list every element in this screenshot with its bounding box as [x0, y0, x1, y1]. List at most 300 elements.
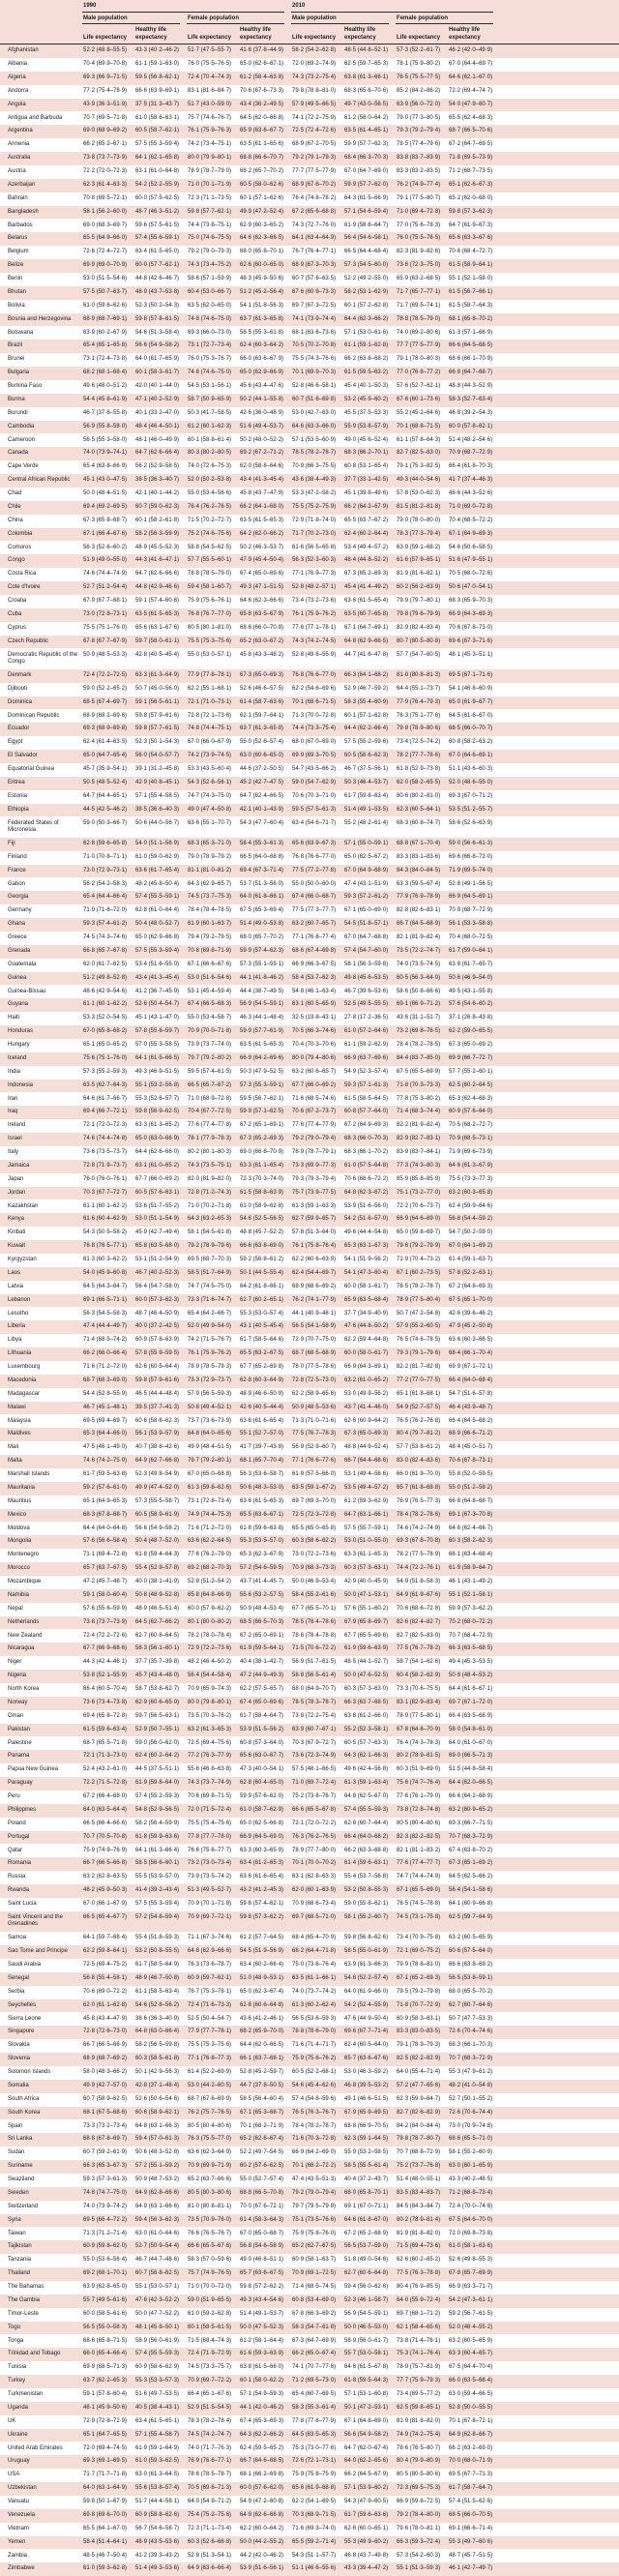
value-cell: 61·0 (59·2–62·8)	[186, 2308, 238, 2322]
value-cell: 50·1 (44·5–55·4)	[238, 1267, 290, 1281]
value-cell: 71·0 (70·2–71·8)	[186, 1199, 238, 1213]
table-row	[0, 648, 619, 668]
value-cell: 43·3 (40·2–46·5)	[447, 2174, 499, 2187]
country-name: Gabon	[0, 877, 81, 891]
value-cell: 63·6 (61·5–65·4)	[342, 595, 395, 608]
value-cell: 52·3 (50·2–54·3)	[133, 300, 186, 313]
value-cell: 61·4 (59·1–63·7)	[447, 1254, 499, 1267]
value-cell: 51·6 (49·7–53·5)	[133, 2388, 186, 2402]
value-cell: 75·1 (73·2–77·0)	[395, 1187, 447, 1200]
table-row	[0, 474, 619, 488]
value-cell: 43·4 (36·2–49·5)	[238, 99, 290, 112]
value-cell: 45·6 (43·4–47·6)	[238, 380, 290, 394]
value-cell: 61·7 (59·6–63·6)	[342, 2509, 395, 2523]
country-name: China	[0, 515, 81, 528]
country-name: United Arab Emirates	[0, 2442, 81, 2455]
value-cell: 50·8 (49·4–52·1)	[186, 1402, 238, 1415]
table-row	[0, 1972, 619, 1986]
value-cell: 65·7 (63·6–67·5)	[238, 2267, 290, 2281]
value-cell: 50·3 (41·7–58·5)	[186, 407, 238, 421]
value-cell: 79·8 (78·8–81·0)	[290, 85, 342, 99]
filler-cell	[499, 1683, 619, 1697]
country-name: Guatemala	[0, 959, 81, 972]
value-cell: 44·7 (41·6–47·8)	[342, 648, 395, 668]
table-row	[0, 273, 619, 286]
value-cell: 52·7 (51·2–54·4)	[81, 581, 133, 595]
value-cell: 68·9 (68·7–69·2)	[81, 2053, 133, 2066]
value-cell: 77·1 (76·8–77·3)	[186, 2053, 238, 2066]
value-cell: 60·1 (58·0–62·2)	[238, 2375, 290, 2388]
country-name: Rwanda	[0, 1884, 81, 1898]
value-cell: 58·3 (55·4–60·9)	[342, 696, 395, 710]
filler-cell	[499, 179, 619, 192]
value-cell: 45·1 (43·1–47·0)	[133, 1012, 186, 1025]
value-cell: 61·0 (58·1–63·6)	[447, 2240, 499, 2254]
value-cell: 43·6 (38·4–49·3)	[290, 474, 342, 488]
value-cell: 60·0 (58·5–61·6)	[81, 2308, 133, 2322]
value-cell: 54·1 (46·8–60·9)	[447, 683, 499, 696]
table-row	[0, 877, 619, 891]
value-cell: 71·0 (70·0–72·0)	[186, 2281, 238, 2295]
value-cell: 57·4 (54·7–60·0)	[342, 945, 395, 959]
value-cell: 47·4 (43·5–51·3)	[290, 2174, 342, 2187]
filler-cell	[499, 1388, 619, 1402]
value-cell: 64·8 (63·0–66·4)	[133, 2026, 186, 2039]
value-cell: 64·8 (62·5–67·0)	[342, 1791, 395, 1804]
value-cell: 67·0 (64·7–68·8)	[342, 932, 395, 945]
value-cell: 48·9 (43·5–53·6)	[133, 2536, 186, 2550]
value-cell: 77·9 (76·4–79·3)	[395, 696, 447, 710]
value-cell: 70·6 (68·6–72·8)	[395, 1603, 447, 1616]
value-cell: 69·4 (65·8–72·8)	[81, 1710, 133, 1724]
country-name: Costa Rica	[0, 568, 81, 581]
value-cell: 70·9 (68·3–73·3)	[290, 1562, 342, 1576]
value-cell: 49·3 (47·1–51·5)	[238, 581, 290, 595]
value-cell: 69·7 (69·3–70·0)	[290, 1495, 342, 1509]
value-cell: 65·5 (63·7–67·2)	[342, 515, 395, 528]
filler-cell	[499, 1750, 619, 1763]
country-name: Cambodia	[0, 421, 81, 434]
value-cell: 78·1 (75·9–80·2)	[395, 58, 447, 72]
value-cell: 57·8 (52·2–63·1)	[447, 1267, 499, 1281]
value-cell: 64·3 (62·2–66·2)	[238, 2429, 290, 2443]
value-cell: 74·9 (74·4–75·3)	[186, 1509, 238, 1523]
value-cell: 52·6 (49·8–55·3)	[447, 2254, 499, 2267]
filler-cell	[499, 1039, 619, 1052]
value-cell: 69·6 (66·8–72·0)	[447, 851, 499, 865]
year-1990-header: 1990	[81, 0, 290, 13]
value-cell: 46·7 (37·5–56·1)	[342, 763, 395, 777]
value-cell: 65·4 (65·1–65·8)	[81, 340, 133, 353]
value-cell: 80·5 (80·5–80·6)	[395, 2469, 447, 2482]
country-column-header	[0, 0, 81, 13]
value-cell: 60·9 (57·8–63·9)	[133, 1334, 186, 1347]
country-name: Ghana	[0, 918, 81, 932]
value-cell: 76·1 (75·9–76·2)	[186, 1347, 238, 1361]
value-cell: 67·5 (64·4–70·4)	[447, 2361, 499, 2375]
value-cell: 56·2 (52·9–58·5)	[133, 460, 186, 474]
value-cell: 59·4 (56·0–62·6)	[342, 2281, 395, 2295]
value-cell: 77·6 (77·1–78·1)	[290, 622, 342, 636]
value-cell: 73·8 (73·7–73·9)	[81, 152, 133, 165]
value-cell: 43·3 (40·2–46·2)	[133, 44, 186, 58]
value-cell: 55·1 (52·1–58·1)	[447, 1589, 499, 1603]
filler-cell	[499, 515, 619, 528]
country-name: Belgium	[0, 246, 81, 259]
filler-cell	[499, 2107, 619, 2120]
filler-cell	[499, 58, 619, 72]
value-cell: 67·7 (66·0–69·2)	[290, 1080, 342, 1093]
value-cell: 74·1 (72·2–75·9)	[290, 111, 342, 125]
value-cell: 71·8 (70·3–73·3)	[395, 1080, 447, 1093]
value-cell: 64·4 (62·0–66·5)	[238, 2039, 290, 2053]
value-cell: 50·7 (47·2–54·8)	[395, 1307, 447, 1320]
value-cell: 67·7 (65·5–69·6)	[342, 1629, 395, 1643]
filler-cell	[499, 165, 619, 179]
value-cell: 63·0 (60·1–65·9)	[447, 2160, 499, 2174]
country-name: Singapore	[0, 2026, 81, 2039]
value-cell: 66·8 (64·8–68·7)	[447, 1495, 499, 1509]
value-cell: 52·8 (50·0–55·5)	[447, 2402, 499, 2415]
value-cell: 58·2 (56·4–59·9)	[133, 1818, 186, 1831]
value-cell: 41·6 (37·8–44·9)	[238, 44, 290, 58]
table-row	[0, 1932, 619, 1945]
country-name: Turkey	[0, 2375, 81, 2388]
country-name: Comoros	[0, 541, 81, 554]
value-cell: 50·9 (48·7–53·2)	[133, 2174, 186, 2187]
value-cell: 65·1 (61·8–68·1)	[395, 1388, 447, 1402]
value-cell: 73·2 (69·8–76·5)	[395, 1025, 447, 1039]
filler-cell	[499, 447, 619, 460]
value-cell: 80·2 (80·1–80·3)	[186, 1146, 238, 1160]
table-row	[0, 932, 619, 945]
value-cell: 55·0 (53·6–56·4)	[81, 2254, 133, 2267]
table-header	[0, 0, 619, 44]
filler-cell	[499, 433, 619, 447]
value-cell: 62·5 (59·7–64·9)	[447, 1911, 499, 1932]
value-cell: 56·2 (54·2–58·3)	[81, 877, 133, 891]
value-cell: 55·3 (49·9–60·2)	[342, 2536, 395, 2550]
value-cell: 51·1 (43·6–60·3)	[447, 763, 499, 777]
value-cell: 49·9 (47·4–52·0)	[133, 1482, 186, 1495]
value-cell: 56·6 (54·9–58·2)	[133, 1522, 186, 1535]
country-name: Japan	[0, 1173, 81, 1187]
filler-cell	[499, 1999, 619, 2013]
table-row	[0, 125, 619, 138]
filler-cell	[499, 750, 619, 763]
table-row	[0, 1589, 619, 1603]
value-cell: 64·4 (64·0–64·8)	[81, 1522, 133, 1535]
value-cell: 74·4 (73·3–75·4)	[290, 723, 342, 736]
value-cell: 61·5 (56·7–66·1)	[447, 286, 499, 300]
value-cell: 58·2 (56·3–59·9)	[133, 528, 186, 542]
filler-cell	[499, 1911, 619, 1932]
value-cell: 72·5 (69·4–75·2)	[81, 1959, 133, 1972]
table-row	[0, 367, 619, 380]
table-row	[0, 2240, 619, 2254]
value-cell: 66·4 (60·5–70·4)	[81, 1683, 133, 1697]
value-cell: 69·5 (67·1–71·6)	[447, 669, 499, 683]
value-cell: 70·7 (68·3–72·9)	[447, 1831, 499, 1845]
table-row	[0, 286, 619, 300]
table-row	[0, 2388, 619, 2402]
value-cell: 65·7 (61·8–68·8)	[395, 1482, 447, 1495]
value-cell: 63·6 (61·5–65·3)	[238, 1495, 290, 1509]
value-cell: 64·0 (61·9–66·0)	[342, 1986, 395, 1999]
value-cell: 53·9 (51·5–56·2)	[238, 1724, 290, 1737]
country-name: Switzerland	[0, 2201, 81, 2214]
value-cell: 60·7 (59·0–62·3)	[133, 501, 186, 515]
value-cell: 61·8 (59·6–63·8)	[238, 1522, 290, 1535]
value-cell: 74·5 (74·3–74·6)	[81, 932, 133, 945]
value-cell: 67·9 (65·8–69·7)	[342, 1616, 395, 1630]
table-row	[0, 2482, 619, 2496]
table-row	[0, 407, 619, 421]
value-cell: 58·7 (50·9–65·9)	[186, 394, 238, 407]
value-cell: 61·6 (57·9–65·1)	[395, 554, 447, 568]
country-name: Finland	[0, 851, 81, 865]
value-cell: 64·9 (62·8–66·6)	[133, 2187, 186, 2201]
value-cell: 55·3 (53·5–57·0)	[238, 1535, 290, 1549]
value-cell: 82·1 (81·9–82·4)	[395, 932, 447, 945]
value-cell: 58·1 (56·3–59·8)	[342, 959, 395, 972]
value-cell: 52·2 (49·2–55·0)	[342, 273, 395, 286]
value-cell: 48·5 (44·1–52·7)	[342, 1656, 395, 1670]
country-name: Argentina	[0, 125, 81, 138]
value-cell: 70·5 (69·6–71·3)	[186, 2482, 238, 2496]
value-cell: 82·1 (81·1–83·2)	[395, 1844, 447, 1857]
table-row	[0, 2267, 619, 2281]
value-cell: 74·7 (74·5–75·0)	[186, 1281, 238, 1294]
value-cell: 59·6 (57·5–61·5)	[133, 219, 186, 232]
country-name: Djibouti	[0, 683, 81, 696]
value-cell: 54·9 (47·2–60·8)	[238, 2496, 290, 2509]
country-name: Greece	[0, 932, 81, 945]
value-cell: 55·3 (53·0–57·4)	[238, 1307, 290, 1320]
value-cell: 70·9 (68·6–73·4)	[290, 1898, 342, 1911]
value-cell: 79·2 (79·0–79·3)	[186, 246, 238, 259]
value-cell: 59·0 (51·9–65·5)	[186, 2295, 238, 2308]
value-cell: 80·3 (80·2–80·5)	[186, 447, 238, 460]
table-row	[0, 581, 619, 595]
filler-cell	[499, 1375, 619, 1388]
value-cell: 73·3 (70·6–75·5)	[395, 1683, 447, 1697]
value-cell: 64·4 (62·2–66·4)	[342, 723, 395, 736]
value-cell: 48·9 (43·7–53·8)	[133, 286, 186, 300]
value-cell: 46·5 (44·4–48·4)	[133, 1388, 186, 1402]
country-name: Equatorial Guinea	[0, 763, 81, 777]
value-cell: 66·9 (64·5–69·1)	[447, 891, 499, 904]
value-cell: 62·2 (60·0–64·2)	[238, 2523, 290, 2536]
value-cell: 67·3 (65·1–69·2)	[447, 1857, 499, 1871]
value-cell: 83·0 (82·4–83·6)	[395, 1455, 447, 1468]
value-cell: 72·0 (69·2–74·9)	[290, 58, 342, 72]
value-cell: 49·6 (44·4–54·8)	[342, 1227, 395, 1240]
value-cell: 63·4 (61·5–65·1)	[133, 2415, 186, 2429]
value-cell: 79·3 (79·3–79·4)	[290, 1173, 342, 1187]
value-cell: 57·6 (54·6–60·2)	[447, 998, 499, 1012]
table-row	[0, 2133, 619, 2147]
filler-cell	[499, 985, 619, 998]
value-cell: 73·3 (73·2–73·4)	[81, 2119, 133, 2133]
value-cell: 63·2 (61·3–65·3)	[186, 1724, 238, 1737]
value-cell: 72·5 (69·4–75·6)	[186, 1736, 238, 1750]
value-cell: 67·3 (65·0–69·2)	[447, 1039, 499, 1052]
value-cell: 74·9 (74·2–75·4)	[395, 2429, 447, 2443]
value-cell: 44·8 (42·6–46·7)	[133, 273, 186, 286]
value-cell: 63·2 (60·5–65·9)	[447, 2334, 499, 2348]
table-row	[0, 460, 619, 474]
value-cell: 70·6 (69·8–71·5)	[186, 1791, 238, 1804]
value-cell: 52·8 (46·6–58·1)	[290, 380, 342, 394]
value-cell: 74·2 (73·9–74·5)	[186, 750, 238, 763]
value-cell: 57·4 (55·5–59·3)	[342, 1804, 395, 1818]
value-cell: 60·9 (58·3–63·1)	[395, 2012, 447, 2026]
value-cell: 52·0 (48·6–55·0)	[447, 777, 499, 790]
value-cell: 70·1 (70·0–70·2)	[290, 1857, 342, 1871]
value-cell: 75·9 (75·8–75·9)	[290, 2469, 342, 2482]
value-cell: 45·1 (43·0–47·5)	[81, 474, 133, 488]
filler-cell	[499, 1495, 619, 1509]
value-cell: 61·9 (59·5–64·1)	[238, 1643, 290, 1656]
value-cell: 76·5 (75·5–77·5)	[395, 72, 447, 85]
country-name: Sweden	[0, 2187, 81, 2201]
value-cell: 46·8 (43·7–49·8)	[342, 2549, 395, 2562]
country-name: Burma	[0, 394, 81, 407]
table-row	[0, 2536, 619, 2550]
value-cell: 78·2 (77·5–78·9)	[395, 1549, 447, 1562]
value-cell: 76·3 (73·6–78·7)	[186, 1959, 238, 1972]
table-row	[0, 1898, 619, 1911]
country-name: Mongolia	[0, 1535, 81, 1549]
table-row	[0, 1267, 619, 1281]
filler-cell	[499, 790, 619, 804]
value-cell: 55·3 (53·3–57·3)	[133, 2375, 186, 2388]
value-cell: 62·3 (61·4–63·3)	[81, 179, 133, 192]
value-cell: 67·3 (65·8–68·7)	[81, 515, 133, 528]
value-cell: 62·1 (58·4–65·6)	[395, 2322, 447, 2335]
value-cell: 68·5 (67·4–69·7)	[81, 696, 133, 710]
value-cell: 74·6 (74·4–74·9)	[81, 568, 133, 581]
value-cell: 74·4 (72·2–76·1)	[395, 1562, 447, 1576]
value-cell: 40·4 (38·1–42·7)	[238, 1656, 290, 1670]
value-cell: 46·8 (39·2–54·3)	[447, 407, 499, 421]
value-cell: 60·5 (58·6–62·3)	[342, 750, 395, 763]
filler-cell	[499, 232, 619, 246]
value-cell: 57·7 (55·5–60·1)	[186, 554, 238, 568]
value-cell: 50·0 (46·9–53·4)	[290, 1576, 342, 1589]
value-cell: 71·0 (69·7–72·4)	[290, 1777, 342, 1791]
value-cell: 64·3 (61·5–66·9)	[342, 192, 395, 206]
table-row	[0, 2455, 619, 2469]
value-cell: 83·5 (83·4–83·7)	[395, 2187, 447, 2201]
value-cell: 59·0 (52·2–65·2)	[81, 683, 133, 696]
value-cell: 58·6 (57·1–59·9)	[186, 273, 238, 286]
value-cell: 76·2 (74·1–77·9)	[290, 1294, 342, 1308]
value-cell: 79·8 (79·6–79·9)	[395, 608, 447, 622]
value-cell: 76·8 (76·6–77·0)	[290, 851, 342, 865]
value-cell: 59·0 (50·3–66·7)	[81, 816, 133, 837]
value-cell: 61·3 (59·1–63·4)	[342, 1777, 395, 1791]
table-row	[0, 1361, 619, 1375]
value-cell: 80·7 (80·5–80·8)	[395, 636, 447, 649]
country-name: Taiwan	[0, 2227, 81, 2240]
value-cell: 74·6 (74·2–75·0)	[81, 1455, 133, 1468]
value-cell: 47·5 (46·1–49·0)	[81, 1441, 133, 1455]
value-cell: 60·5 (58·0–62·6)	[238, 179, 290, 192]
country-name: Romania	[0, 1857, 81, 1871]
value-cell: 60·2 (56·2–63·9)	[395, 581, 447, 595]
value-cell: 64·1 (61·3–66·4)	[133, 1844, 186, 1857]
value-cell: 64·7 (62·6–66·4)	[133, 447, 186, 460]
value-cell: 60·0 (57·7–62·1)	[133, 259, 186, 273]
value-cell: 41·2 (39·3–43·2)	[133, 2549, 186, 2562]
value-cell: 60·1 (57·1–62·6)	[238, 192, 290, 206]
value-cell: 40·7 (38·8–42·6)	[133, 1441, 186, 1455]
value-cell: 73·0 (72·2–73·6)	[290, 1549, 342, 1562]
value-cell: 56·1 (53·3–58·8)	[447, 918, 499, 932]
value-cell: 83·9 (83·7–84·1)	[395, 1146, 447, 1160]
value-cell: 43·1 (40·5–45·4)	[238, 1320, 290, 1334]
value-cell: 85·9 (85·8–85·9)	[395, 1173, 447, 1187]
value-cell: 65·0 (61·9–67·7)	[447, 696, 499, 710]
value-cell: 83·8 (83·7–83·9)	[395, 152, 447, 165]
value-cell: 69·7 (67·1–72·0)	[447, 1697, 499, 1710]
filler-cell	[499, 2308, 619, 2322]
value-cell: 58·5 (55·3–61·8)	[238, 326, 290, 340]
filler-cell	[499, 1402, 619, 1415]
value-cell: 60·4 (58·2–62·9)	[395, 1670, 447, 1683]
value-cell: 52·8 (45·2–59·7)	[238, 2066, 290, 2080]
value-cell: 51·9 (49·0–55·0)	[81, 554, 133, 568]
value-cell: 79·0 (78·9–79·2)	[186, 851, 238, 865]
country-name: Libya	[0, 1334, 81, 1347]
value-cell: 53·2 (50·8–55·3)	[342, 1884, 395, 1898]
value-cell: 46·4 (43·9–48·7)	[447, 1402, 499, 1415]
value-cell: 69·9 (69·3–70·5)	[290, 750, 342, 763]
value-cell: 63·0 (61·3–64·5)	[133, 2469, 186, 2482]
value-cell: 70·0 (68·0–71·9)	[447, 2455, 499, 2469]
value-cell: 64·6 (62·1–67·0)	[447, 72, 499, 85]
table-row	[0, 2509, 619, 2523]
filler-cell	[499, 2361, 619, 2375]
value-cell: 60·8 (57·7–64·0)	[342, 1106, 395, 1119]
value-cell: 64·6 (61·7–66·7)	[81, 1092, 133, 1106]
table-row	[0, 2281, 619, 2295]
filler-cell	[499, 2281, 619, 2295]
country-name: Uruguay	[0, 2455, 81, 2469]
value-cell: 55·0 (51·2–58·2)	[447, 1482, 499, 1495]
value-cell: 75·3 (74·1–76·4)	[395, 2348, 447, 2361]
value-cell: 68·9 (67·2–70·5)	[290, 138, 342, 152]
value-cell: 56·9 (54·5–59·1)	[342, 2308, 395, 2322]
country-name: Guinea	[0, 972, 81, 986]
country-name: Fiji	[0, 838, 81, 851]
value-cell: 69·8 (69·6–70·0)	[81, 2509, 133, 2523]
country-name: Sao Tome and Principe	[0, 1945, 81, 1959]
value-cell: 54·6 (52·5–56·5)	[238, 1213, 290, 1227]
value-cell: 54·2 (52·2–55·9)	[133, 179, 186, 192]
value-cell: 68·2 (68·1–68·4)	[81, 367, 133, 380]
table-row	[0, 2295, 619, 2308]
filler-cell	[499, 2160, 619, 2174]
filler-cell	[499, 474, 619, 488]
table-row	[0, 488, 619, 501]
value-cell: 74·1 (73·9–74·4)	[290, 313, 342, 327]
table-row	[0, 340, 619, 353]
value-cell: 68·4 (66·3–70·3)	[342, 152, 395, 165]
value-cell: 67·1 (66·6–67·6)	[186, 959, 238, 972]
